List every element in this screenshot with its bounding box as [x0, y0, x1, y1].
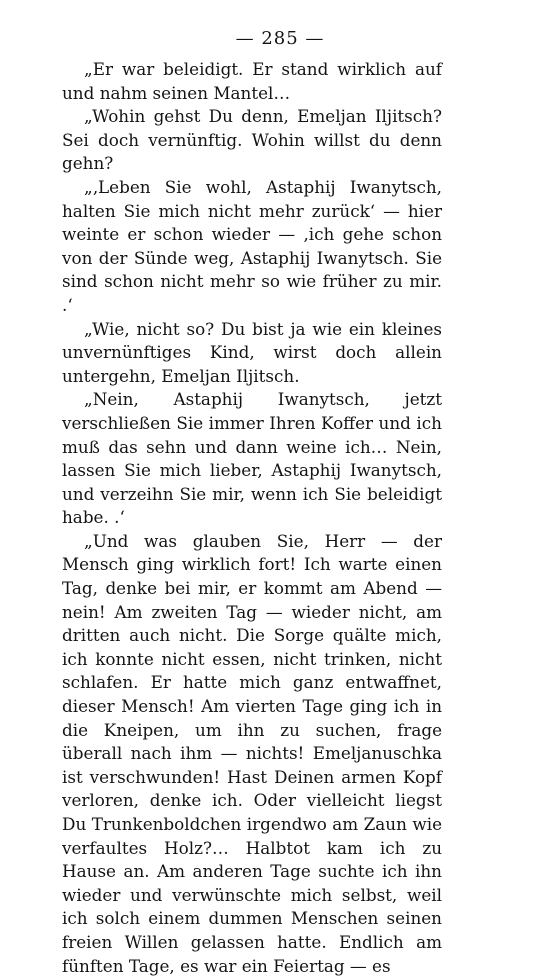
paragraph: „‚Leben Sie wohl, Astaphij Iwanytsch, halten Sie mich nicht mehr zurück‘ — hier weinte er schon wieder — ‚ich gehe schon von der Sünde weg, Astaphij Iwanytsch. Sie sind schon nicht mehr so wie früher zu mir. .‘ — [62, 176, 442, 315]
paragraph: „Wohin gehst Du denn, Emeljan Iljitsch? Sei doch vernünftig. Wohin willst du denn gehn? — [62, 106, 442, 174]
paragraph: „Er war beleidigt. Er stand wirklich auf und nahm seinen Mantel… — [62, 59, 442, 103]
paragraph: „Wie, nicht so? Du bist ja wie ein kleines unvernünftiges Kind, wirst doch allein untergehn, Emeljan Iljitsch. — [62, 318, 442, 386]
body-text — [62, 58, 442, 978]
paragraph: „Und was glauben Sie, Herr — der Mensch ging wirklich fort! Ich warte einen Tag, denke bei mir, er kommt am Abend — nein! Am zweiten Tag — wieder nicht, am dritten auch nicht. Die Sorge quälte mich, ich konnte nicht essen, nicht trinken, nicht schlafen. Er hatte mich ganz entwaffnet, dieser Mensch! Am vierten Tage ging ich in die Kneipen, um ihn zu suchen, frage überall nach ihm — nichts! Emeljanuschka ist verschwunden! Hast Deinen armen Kopf verloren, denke ich. Oder vielleicht liegst Du Trunkenboldchen irgendwo am Zaun wie verfaultes Holz?… Halbtot kam ich zu Hause an. Am anderen Tage suchte ich ihn wieder und verwünschte mich selbst, weil ich solch einem dummen Menschen seinen freien Willen gelassen hatte. Endlich am fünften Tage, es war ein Feiertag — es — [62, 530, 442, 976]
page-number-header: — 285 — — [235, 28, 325, 49]
paragraph: „Nein, Astaphij Iwanytsch, jetzt verschließen Sie immer Ihren Koffer und ich muß das sehn und dann weine ich… Nein, lassen Sie mich lieber, Astaphij Iwanytsch, und verzeihn Sie mir, wenn ich Sie beleidigt habe. .‘ — [62, 389, 442, 528]
